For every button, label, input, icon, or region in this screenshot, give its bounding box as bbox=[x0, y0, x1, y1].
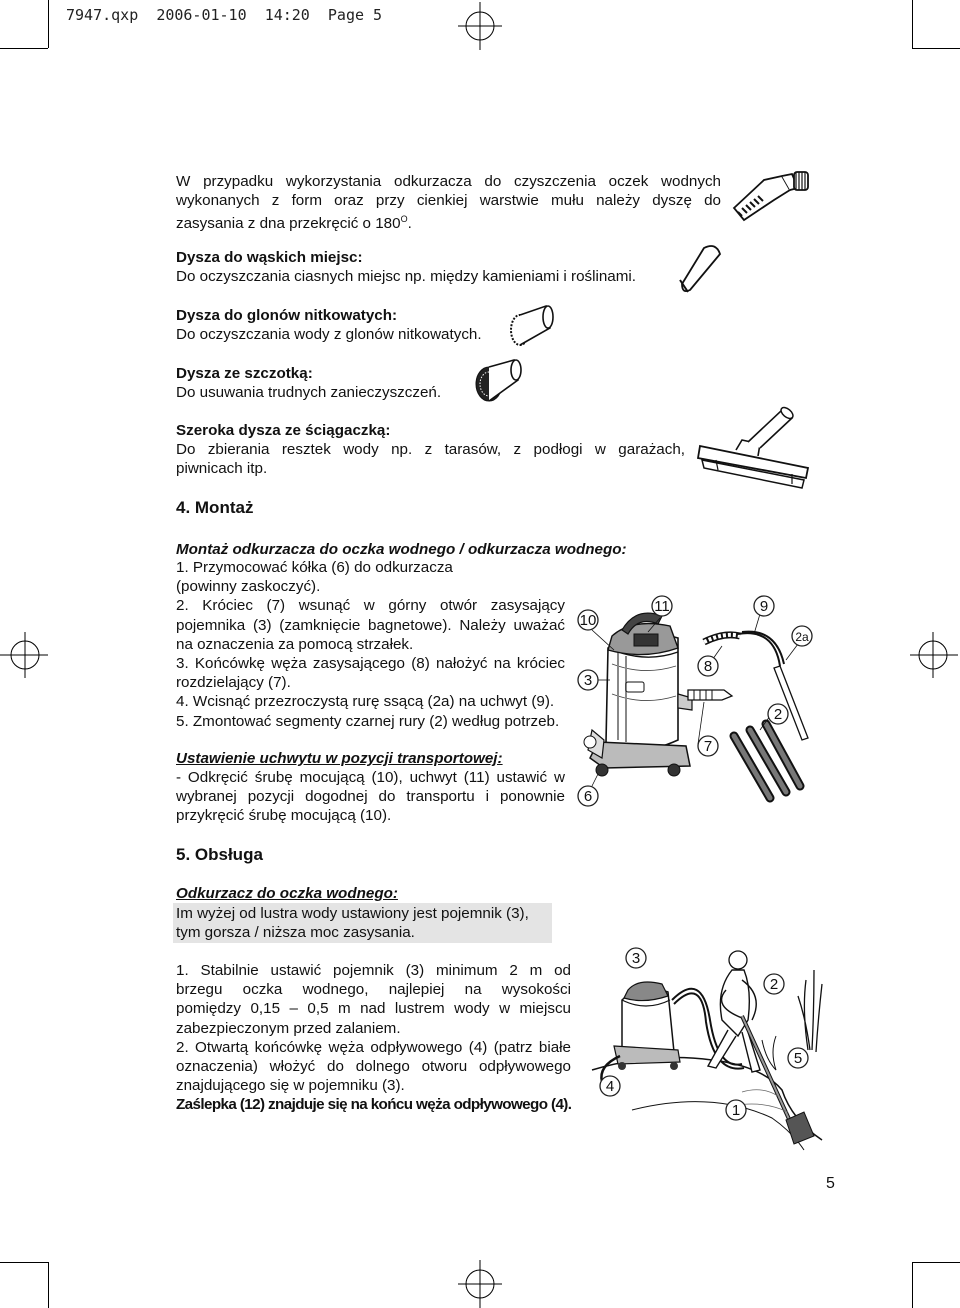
montaz-line: 3. Końcówkę węża zasysającego (8) nałożyć na króciec bbox=[176, 655, 565, 673]
nozzle-narrow bbox=[176, 248, 696, 286]
nozzle-desc: Do usuwania trudnych zanieczyszczeń. bbox=[176, 384, 442, 402]
montaz-line: 2. Króciec (7) wsunąć w górny otwór zasysający bbox=[176, 597, 565, 615]
obsluga-steps bbox=[176, 961, 571, 1115]
svg-text:2a: 2a bbox=[795, 630, 809, 644]
obsluga-line: pomiędzy 0,15 – 0,5 m nad lustrem wody w miejscu bbox=[176, 1000, 571, 1018]
obsluga-line: brzegu oczka wodnego, najlepiej na wysokości bbox=[176, 981, 571, 999]
montaz-line: pojemnika (3) (zamknięcie bagnetowe). Należy uważać bbox=[176, 616, 565, 634]
obsluga-line: oznaczenia) włożyć do dolnego otworu odpływowego bbox=[176, 1058, 571, 1076]
svg-text:3: 3 bbox=[583, 672, 593, 689]
print-slug-header bbox=[66, 6, 382, 24]
montaz-line: rozdzielający (7). bbox=[176, 674, 291, 692]
section-heading-montaz: 4. Montaż bbox=[176, 498, 254, 517]
obsluga-bold-note: Zaślepka (12) znajduje się na końcu węża odpływowego (4). bbox=[176, 1096, 572, 1114]
intro-line: zasysania z dna przekręcić o $180^O$. bbox=[176, 214, 412, 233]
page-number: 5 bbox=[826, 1175, 835, 1192]
transport-line: przykręcić śrubę mocującą (10). bbox=[176, 807, 392, 825]
montaz-subheading: Montaż odkurzacza do oczka wodnego / odkurzacza wodnego: bbox=[176, 541, 627, 558]
svg-text:3: 3 bbox=[631, 950, 641, 967]
registration-mark-top bbox=[455, 2, 505, 52]
callout-2a bbox=[792, 626, 812, 646]
svg-text:11: 11 bbox=[654, 598, 670, 615]
shaded-note bbox=[176, 904, 552, 942]
brush-nozzle-illustration bbox=[472, 354, 528, 408]
nozzle-title: Dysza do glonów nitkowatych: bbox=[176, 307, 398, 324]
svg-text:9: 9 bbox=[759, 598, 769, 615]
nozzle-desc: Do zbierania resztek wody np. z tarasów, z podłogi w garażach, bbox=[176, 441, 685, 459]
callout-4 bbox=[600, 1076, 620, 1096]
svg-text:5: 5 bbox=[793, 1050, 803, 1067]
svg-text:2: 2 bbox=[773, 706, 783, 723]
callout-5 bbox=[788, 1048, 808, 1068]
svg-text:8: 8 bbox=[703, 658, 713, 675]
slug-date: 2006-01-10 bbox=[156, 6, 247, 24]
callout-3 bbox=[626, 948, 646, 968]
svg-text:10: 10 bbox=[579, 612, 597, 629]
callout-9 bbox=[754, 596, 774, 616]
obsluga-line: 1. Stabilnie ustawić pojemnik (3) minimum 2 m od bbox=[176, 962, 571, 979]
slug-time: 14:20 bbox=[264, 6, 310, 24]
wide-squeegee-nozzle-illustration bbox=[696, 404, 814, 494]
narrow-nozzle-illustration bbox=[676, 240, 724, 296]
nozzle-desc: Do oczyszczania wody z glonów nitkowatych. bbox=[176, 326, 482, 344]
intro-line: W przypadku wykorzystania odkurzacza do czyszczenia oczek wodnych bbox=[176, 173, 721, 190]
callout-7 bbox=[698, 736, 718, 756]
transport-heading: Ustawienie uchwytu w pozycji transportowej: bbox=[176, 750, 503, 767]
svg-text:4: 4 bbox=[605, 1078, 615, 1095]
svg-text:1: 1 bbox=[731, 1102, 741, 1119]
slug-file: 7947.qxp bbox=[66, 6, 139, 24]
obsluga-line: zabezpieczonym przed zalaniem. bbox=[176, 1019, 401, 1037]
nozzle-title: Szeroka dysza ze ściągaczką: bbox=[176, 422, 391, 439]
registration-mark-left bbox=[0, 630, 50, 680]
callout-6 bbox=[578, 786, 598, 806]
registration-mark-bottom bbox=[455, 1260, 505, 1308]
nozzle-desc: Do oczyszczania ciasnych miejsc np. między kamieniami i roślinami. bbox=[176, 268, 636, 286]
intro-paragraph bbox=[176, 172, 721, 234]
assembly-illustration bbox=[574, 590, 824, 810]
callout-1 bbox=[726, 1100, 746, 1120]
pond-nozzle-illustration bbox=[730, 168, 812, 230]
svg-text:7: 7 bbox=[703, 738, 713, 755]
nozzle-wide bbox=[176, 421, 685, 479]
transport-line: - Odkręcić śrubę mocującą (10), uchwyt (11) ustawić w bbox=[176, 769, 565, 786]
callout-3 bbox=[578, 670, 598, 690]
transport-text bbox=[176, 768, 565, 826]
shaded-note-line: tym gorsza / niższa moc zasysania. bbox=[176, 924, 415, 942]
nozzle-desc: piwnicach itp. bbox=[176, 460, 268, 478]
obsluga-line: 2. Otwartą końcówkę węża odpływowego (4) (patrz białe bbox=[176, 1038, 571, 1056]
svg-text:2: 2 bbox=[769, 976, 779, 993]
algae-nozzle-illustration bbox=[506, 300, 560, 350]
callout-11 bbox=[652, 596, 672, 616]
callout-8 bbox=[698, 656, 718, 676]
shaded-note-line: Im wyżej od lustra wody ustawiony jest pojemnik (3), bbox=[176, 905, 529, 922]
transport-line: wybranej pozycji dogodnej do transportu i ponownie bbox=[176, 788, 565, 806]
obsluga-subheading: Odkurzacz do oczka wodnego: bbox=[176, 885, 398, 902]
svg-text:6: 6 bbox=[583, 788, 593, 805]
nozzle-algae bbox=[176, 306, 696, 344]
montaz-line: 1. Przymocować kółka (6) do odkurzacza bbox=[176, 559, 453, 576]
montaz-line: 5. Zmontować segmenty czarnej rury (2) według potrzeb. bbox=[176, 712, 560, 730]
slug-page: Page 5 bbox=[327, 6, 383, 24]
nozzle-brush bbox=[176, 364, 696, 402]
montaz-line: (powinny zaskoczyć). bbox=[176, 578, 321, 596]
callout-2 bbox=[764, 974, 784, 994]
registration-mark-right bbox=[908, 630, 958, 680]
montaz-steps bbox=[176, 558, 565, 731]
callout-10 bbox=[578, 610, 598, 630]
pond-usage-illustration bbox=[592, 940, 842, 1155]
callout-2 bbox=[768, 704, 788, 724]
montaz-line: 4. Wcisnąć przezroczystą rurę ssącą (2a) na uchwyt (9). bbox=[176, 693, 555, 711]
section-heading-obsluga: 5. Obsługa bbox=[176, 845, 263, 864]
intro-line: wykonanych z form oraz przy cienkiej warstwie mułu należy dyszę do bbox=[176, 192, 721, 210]
montaz-line: na oznaczenia za pomocą strzałek. bbox=[176, 635, 414, 653]
nozzle-title: Dysza ze szczotką: bbox=[176, 365, 313, 382]
nozzle-title: Dysza do wąskich miejsc: bbox=[176, 249, 363, 266]
obsluga-line: znajdującego się w pojemniku (3). bbox=[176, 1077, 405, 1095]
